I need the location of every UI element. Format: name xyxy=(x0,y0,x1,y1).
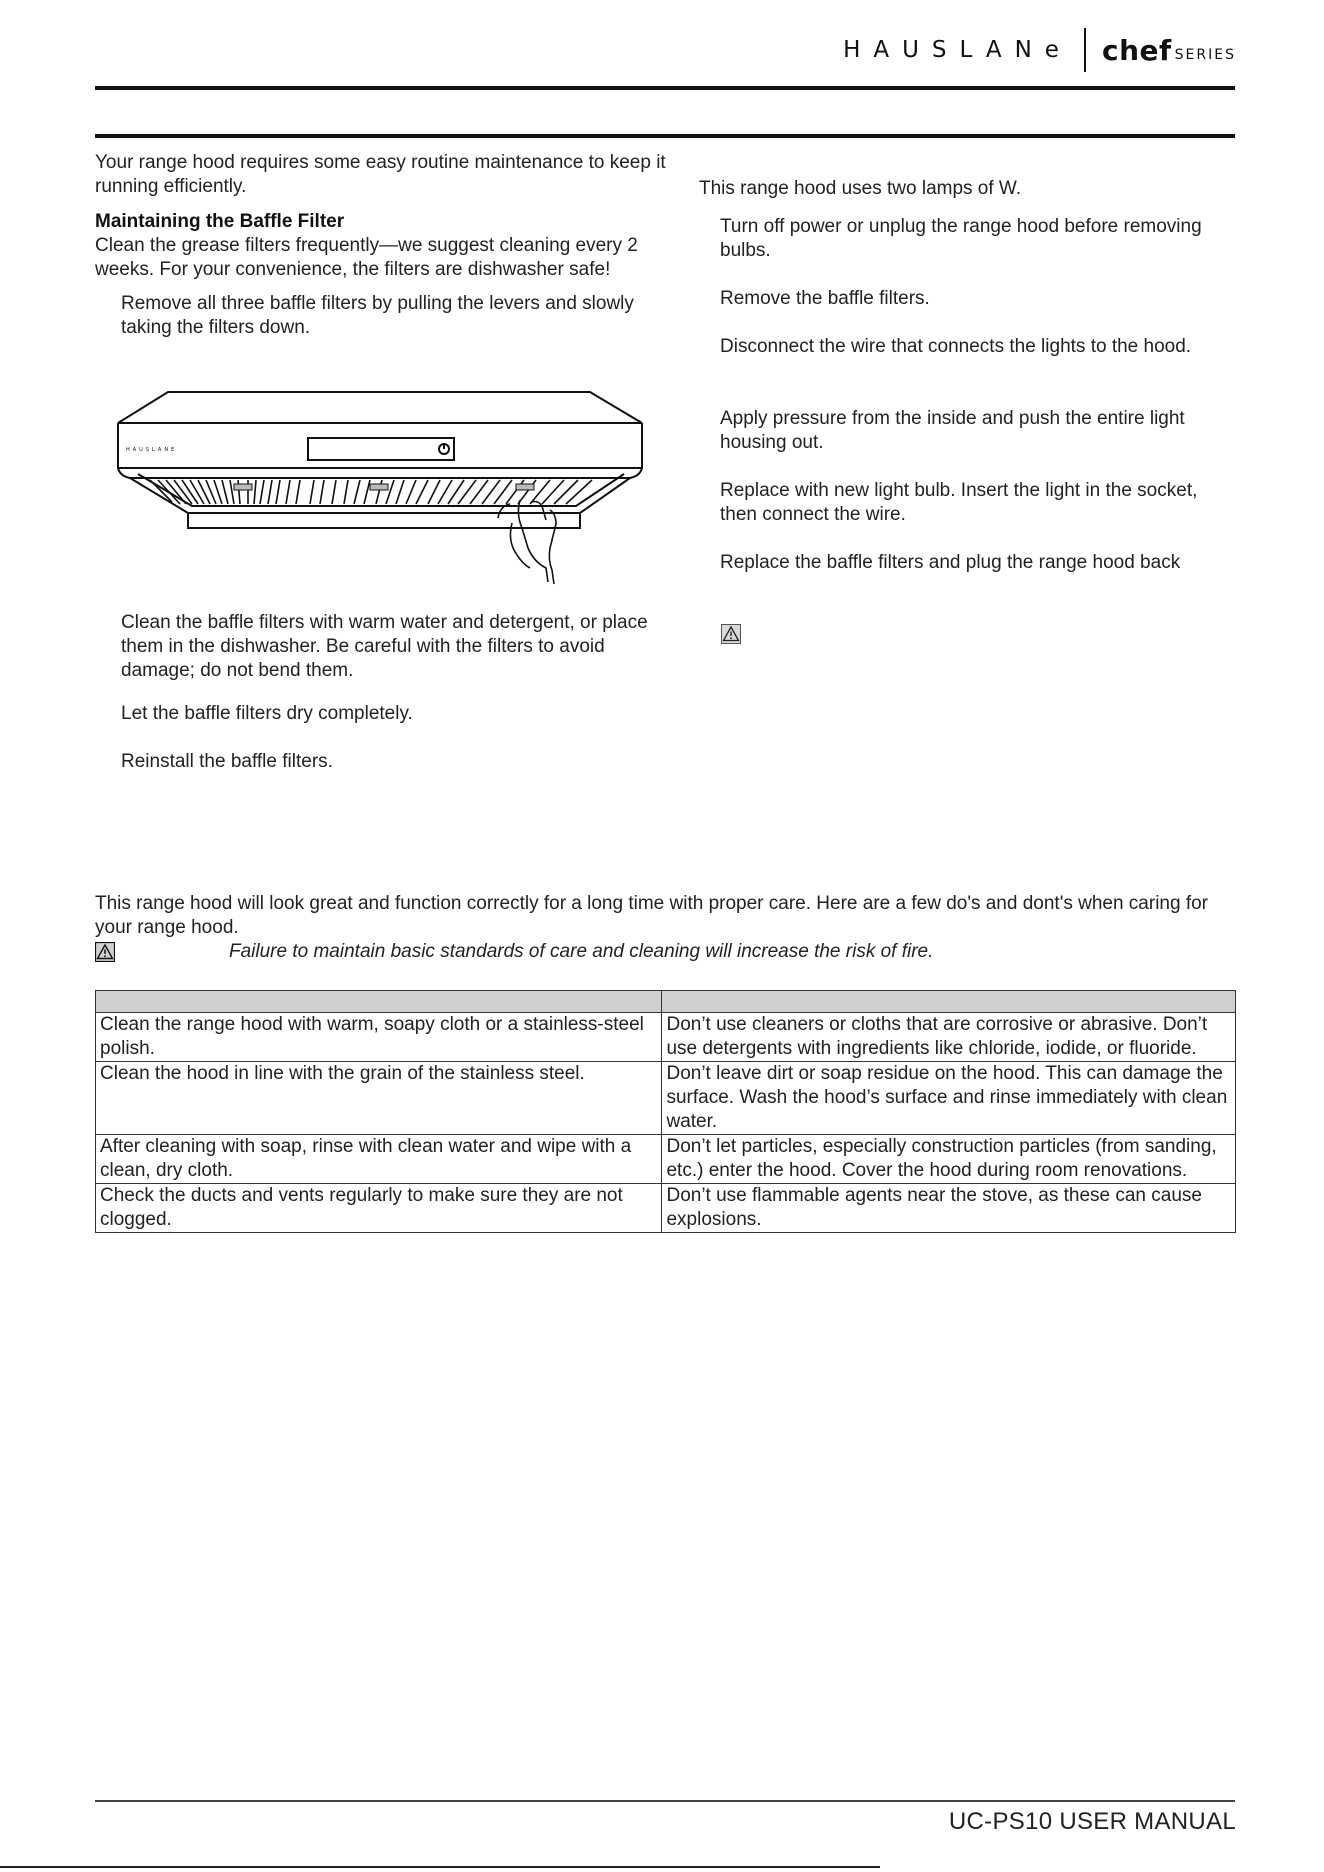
lamp-step-2: Remove the baffle filters. xyxy=(720,288,930,309)
do-cell: After cleaning with soap, rinse with clean water and wipe with a clean, dry cloth. xyxy=(96,1135,662,1184)
table-row xyxy=(96,1062,1236,1135)
warning-icon xyxy=(721,624,741,644)
care-table-header xyxy=(96,991,1236,1013)
care-intro: This range hood will look great and function correctly for a long time with proper care. Here are a few do's and dont's when caring for your range hood. xyxy=(95,893,1209,938)
section-rule xyxy=(95,134,1235,138)
illustration-brand-text: HAUSLANE xyxy=(126,447,178,453)
footer-rule xyxy=(95,1800,1235,1802)
table-row xyxy=(96,1013,1236,1062)
brand-chef: chef xyxy=(1101,33,1172,67)
dos-header-cell xyxy=(96,991,662,1013)
baffle-filter-body: Clean the grease filters frequently—we suggest cleaning every 2 weeks. For your convenience, the filters are dishwasher safe! xyxy=(95,235,638,280)
filter-step-4: Reinstall the baffle filters. xyxy=(121,751,333,772)
lamp-step-1: Turn off power or unplug the range hood before removing bulbs. xyxy=(720,216,1202,261)
dont-cell: Don’t leave dirt or soap residue on the hood. This can damage the surface. Wash the hood’s surface and rinse immediately with clean water. xyxy=(662,1062,1236,1135)
lamp-step-4: Apply pressure from the inside and push the entire light housing out. xyxy=(720,408,1185,453)
manual-title: UC-PS10 USER MANUAL xyxy=(948,1808,1236,1835)
brand-divider xyxy=(1084,28,1086,72)
baffle-filter-heading: Maintaining the Baffle Filter xyxy=(95,211,345,232)
header-rule xyxy=(95,86,1235,90)
filter-step-3: Let the baffle filters dry completely. xyxy=(121,703,413,724)
care-table xyxy=(95,990,1236,1233)
fire-warning-text: Failure to maintain basic standards of care and cleaning will increase the risk of fire. xyxy=(229,941,934,962)
table-row xyxy=(96,1135,1236,1184)
donts-header-cell xyxy=(662,991,1236,1013)
lamp-step-6: Replace the baffle filters and plug the range hood back xyxy=(720,552,1181,573)
dont-cell: Don’t use cleaners or cloths that are corrosive or abrasive. Don’t use detergents with ingredients like chloride, iodide, or fluoride. xyxy=(662,1013,1236,1062)
filter-step-2: Clean the baffle filters with warm water and detergent, or place them in the dishwasher. Be careful with the filters to avoid damage; do not bend them. xyxy=(121,612,648,681)
lamp-step-3: Disconnect the wire that connects the lights to the hood. xyxy=(720,336,1192,357)
lamps-intro: This range hood uses two lamps of W. xyxy=(699,178,1022,199)
brand-logo xyxy=(843,28,1236,72)
brand-wordmark: HAUSLANe xyxy=(843,37,1072,63)
page-bottom-rule xyxy=(0,1866,880,1868)
lamp-step-5: Replace with new light bulb. Insert the light in the socket, then connect the wire. xyxy=(720,480,1198,525)
range-hood-illustration xyxy=(110,388,650,588)
do-cell: Clean the range hood with warm, soapy cloth or a stainless-steel polish. xyxy=(96,1013,662,1062)
do-cell: Clean the hood in line with the grain of the stainless steel. xyxy=(96,1062,662,1135)
fire-warning-icon xyxy=(95,942,115,962)
do-cell: Check the ducts and vents regularly to make sure they are not clogged. xyxy=(96,1184,662,1233)
dont-cell: Don’t use flammable agents near the stove, as these can cause explosions. xyxy=(662,1184,1236,1233)
dont-cell: Don’t let particles, especially construction particles (from sanding, etc.) enter the hood. Cover the hood during room renovations. xyxy=(662,1135,1236,1184)
filter-step-1: Remove all three baffle filters by pulling the levers and slowly taking the filters down. xyxy=(121,293,634,338)
brand-series: SERIES xyxy=(1174,47,1236,63)
table-row xyxy=(96,1184,1236,1233)
maintenance-intro: Your range hood requires some easy routine maintenance to keep it running efficiently. xyxy=(95,152,666,197)
